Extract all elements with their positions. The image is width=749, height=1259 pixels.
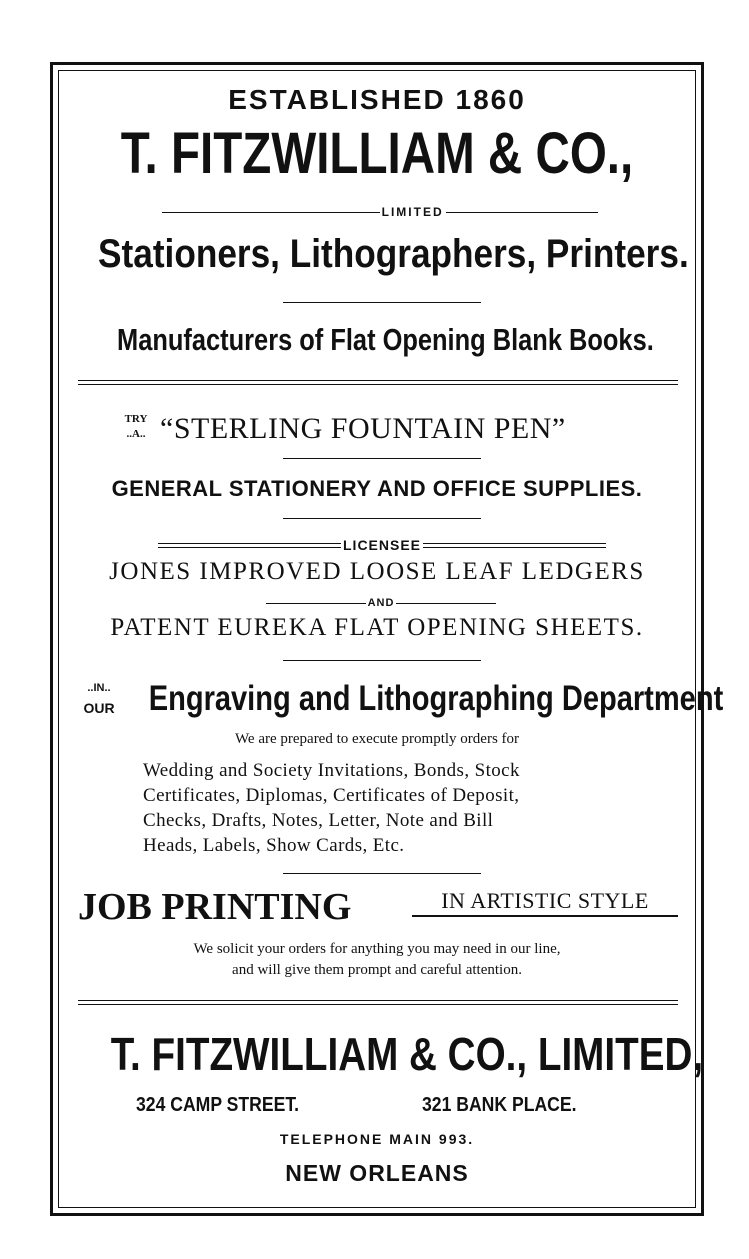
divider-4 — [283, 660, 481, 661]
jones-ledgers-line: JONES IMPROVED LOOSE LEAF LEDGERS — [109, 558, 645, 585]
telephone-line: TELEPHONE MAIN 993. — [279, 1131, 475, 1147]
double-rule-2 — [78, 1000, 678, 1005]
divider-3 — [283, 518, 481, 519]
and-divider — [266, 597, 496, 609]
engraving-item: Checks, Drafts, Notes, Letter, Note and Bill — [143, 810, 494, 831]
divider-1 — [283, 302, 481, 303]
company-name-heading: T. FITZWILLIAM & CO., — [120, 121, 634, 186]
divider-2 — [283, 458, 481, 459]
in-label: ..IN.. — [87, 682, 111, 694]
limited-label: LIMITED — [381, 205, 444, 219]
manufacturers-line: Manufacturers of Flat Opening Blank Books. — [117, 322, 654, 357]
pen-name: “STERLING FOUNTAIN PEN” — [160, 412, 566, 445]
job-printing-heading: JOB PRINTING — [78, 886, 352, 928]
divider-5 — [283, 873, 481, 874]
artistic-style-label: IN ARTISTIC STYLE — [412, 888, 678, 917]
trades-line: Stationers, Lithographers, Printers. — [98, 232, 689, 276]
engraving-item: Certificates, Diplomas, Certificates of Deposit, — [143, 785, 520, 806]
licensee-label: LICENSEE — [343, 537, 422, 553]
solicit-line-1: We solicit your orders for anything you may need in our line, — [193, 941, 561, 957]
general-supplies-line: GENERAL STATIONERY AND OFFICE SUPPLIES. — [111, 476, 643, 501]
prepared-intro: We are prepared to execute promptly orders for — [234, 731, 520, 747]
engraving-department-heading: Engraving and Lithographing Department — [148, 679, 724, 718]
and-label: AND — [367, 597, 395, 609]
camp-street-address: 324 CAMP STREET. — [136, 1094, 300, 1116]
solicit-line-2: and will give them prompt and careful attention. — [232, 962, 522, 978]
a-label: ..A.. — [126, 428, 146, 440]
engraving-item: Heads, Labels, Show Cards, Etc. — [143, 835, 405, 856]
bank-place-address: 321 BANK PLACE. — [422, 1094, 577, 1116]
limited-divider — [162, 205, 598, 219]
our-label: OUR — [83, 700, 115, 716]
try-label: TRY — [124, 413, 148, 425]
footer-company-name: T. FITZWILLIAM & CO., LIMITED, — [110, 1028, 704, 1080]
licensee-divider — [158, 537, 606, 553]
patent-eureka-line: PATENT EUREKA FLAT OPENING SHEETS. — [110, 614, 644, 641]
city-line: NEW ORLEANS — [285, 1160, 469, 1186]
established-line: ESTABLISHED 1860 — [228, 84, 526, 115]
engraving-item: Wedding and Society Invitations, Bonds, Stock — [143, 760, 520, 781]
double-rule-1 — [78, 380, 678, 385]
